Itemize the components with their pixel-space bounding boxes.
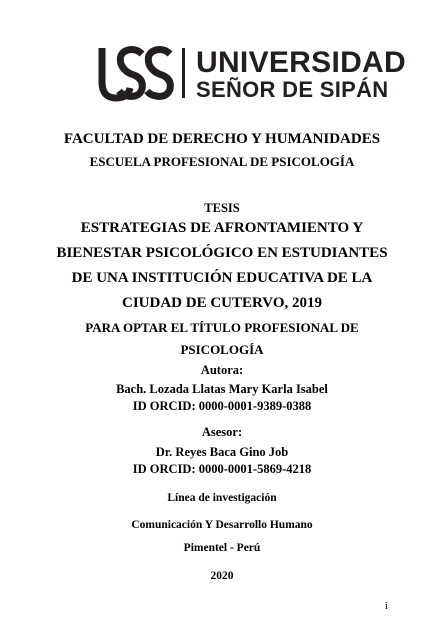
thesis-title-line: CIUDAD DE CUTERVO, 2019 [121, 295, 323, 311]
faculty-heading: FACULTAD DE DERECHO Y HUMANIDADES [63, 131, 381, 147]
advisor-orcid: ID ORCID: 0000-0001-5869-4218 [132, 462, 312, 476]
year: 2020 [210, 570, 234, 582]
document-type: TESIS [204, 201, 240, 215]
university-logo [98, 44, 406, 102]
thesis-title-line: ESTRATEGIAS DE AFRONTAMIENTO Y [80, 220, 364, 236]
research-line-value: Comunicación Y Desarrollo Humano [131, 519, 313, 531]
thesis-title-line: DE UNA INSTITUCIÓN EDUCATIVA DE LA [71, 270, 373, 286]
advisor-label: Asesor: [201, 425, 243, 439]
research-line-label: Línea de investigación [167, 492, 277, 504]
degree-purpose-line: PSICOLOGÍA [180, 342, 264, 357]
degree-purpose-line: PARA OPTAR EL TÍTULO PROFESIONAL DE [85, 320, 359, 335]
thesis-title-line: BIENESTAR PSICOLÓGICO EN ESTUDIANTES [56, 245, 388, 261]
logo-text-line1: UNIVERSIDAD [196, 46, 406, 79]
location: Pimentel - Perú [183, 542, 261, 554]
logo-text-line2: SEÑOR DE SIPÁN [196, 77, 389, 102]
advisor-name: Dr. Reyes Baca Gino Job [155, 445, 289, 459]
school-heading: ESCUELA PROFESIONAL DE PSICOLOGÍA [89, 154, 355, 169]
author-name: Bach. Lozada Llatas Mary Karla Isabel [116, 382, 328, 396]
uss-monogram-icon [98, 44, 188, 102]
author-label: Autora: [200, 363, 244, 377]
page-number: i [385, 601, 388, 612]
author-orcid: ID ORCID: 0000-0001-9389-0388 [132, 399, 312, 413]
